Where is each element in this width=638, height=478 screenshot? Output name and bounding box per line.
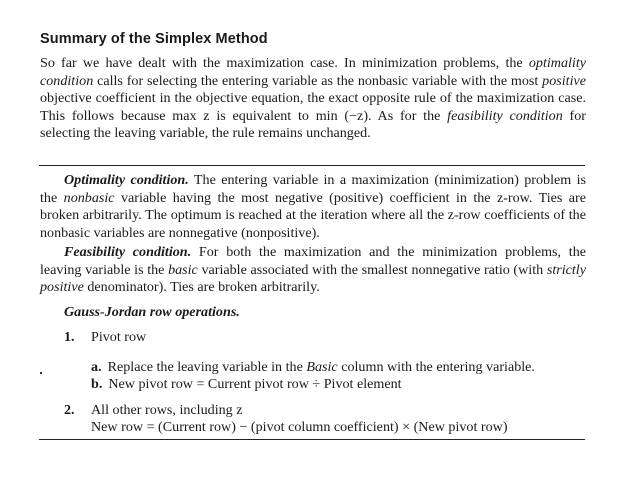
step-1a-marker: a. [91, 359, 102, 375]
margin-dot [40, 372, 42, 374]
optimality-condition-label: Optimality condition. [64, 172, 189, 188]
optimality-condition-paragraph [40, 172, 586, 242]
feasibility-text: denominator). Ties are broken arbitrarily. [83, 279, 320, 296]
step-1b-marker: b. [91, 376, 103, 392]
step-1a-text: column with the entering variable. [337, 359, 535, 375]
strictly-positive-term: strictly positive [40, 261, 586, 296]
feasibility-text: For both the maximization and the minimization problems, the leaving variable is the [40, 244, 587, 278]
step-1b-item [91, 376, 402, 393]
step-1a-text: Replace the leaving variable in the [107, 359, 307, 375]
gauss-jordan-heading: Gauss-Jordan row operations. [64, 304, 240, 320]
intro-text: So far we have dealt with the maximization case. In minimization problems, the [40, 55, 529, 71]
nonbasic-term: nonbasic [63, 189, 115, 206]
intro-text: calls for selecting the entering variable as the nonbasic variable with the most [93, 72, 543, 89]
positive-term: positive [542, 72, 586, 89]
section-heading: Summary of the Simplex Method [40, 31, 268, 47]
feasibility-text: variable associated with the smallest nonnegative ratio (with [197, 261, 547, 278]
step-1a-item [91, 359, 535, 376]
box-bottom-rule [39, 439, 585, 440]
basic-term: basic [168, 261, 198, 278]
optimality-condition-term: optimality condition [40, 55, 586, 89]
step-2-number: 2. [64, 402, 75, 418]
step-1-number: 1. [64, 329, 75, 345]
step-1b-text: New pivot row = Current pivot row ÷ Pivot element [108, 376, 402, 392]
feasibility-condition-term: feasibility condition [447, 107, 563, 124]
intro-paragraph [40, 55, 586, 143]
step-2-formula: New row = (Current row) − (pivot column coefficient) × (New pivot row) [91, 419, 508, 435]
optimality-text: The entering variable in a maximization (minimization) problem is the [40, 172, 586, 206]
intro-text: for selecting the leaving variable, the rule remains unchanged. [40, 107, 586, 142]
feasibility-condition-paragraph [40, 244, 586, 297]
box-top-rule [39, 165, 585, 166]
optimality-text: variable having the most negative (positive) coefficient in the z-row. Ties are broken arbitrarily. The optimum is reached at the iteration where all the z-row coefficients of the nonbasic variables are nonnegative (nonpositive). [40, 189, 586, 241]
feasibility-condition-label: Feasibility condition. [64, 244, 192, 260]
basic-column-term: Basic [306, 359, 338, 375]
intro-text: objective coefficient in the objective equation, the exact opposite rule of the maximization case. This follows because max z is equivalent to min (−z). As for the [40, 90, 586, 124]
step-2-label: All other rows, including z [91, 402, 243, 418]
step-1-label: Pivot row [91, 329, 147, 345]
